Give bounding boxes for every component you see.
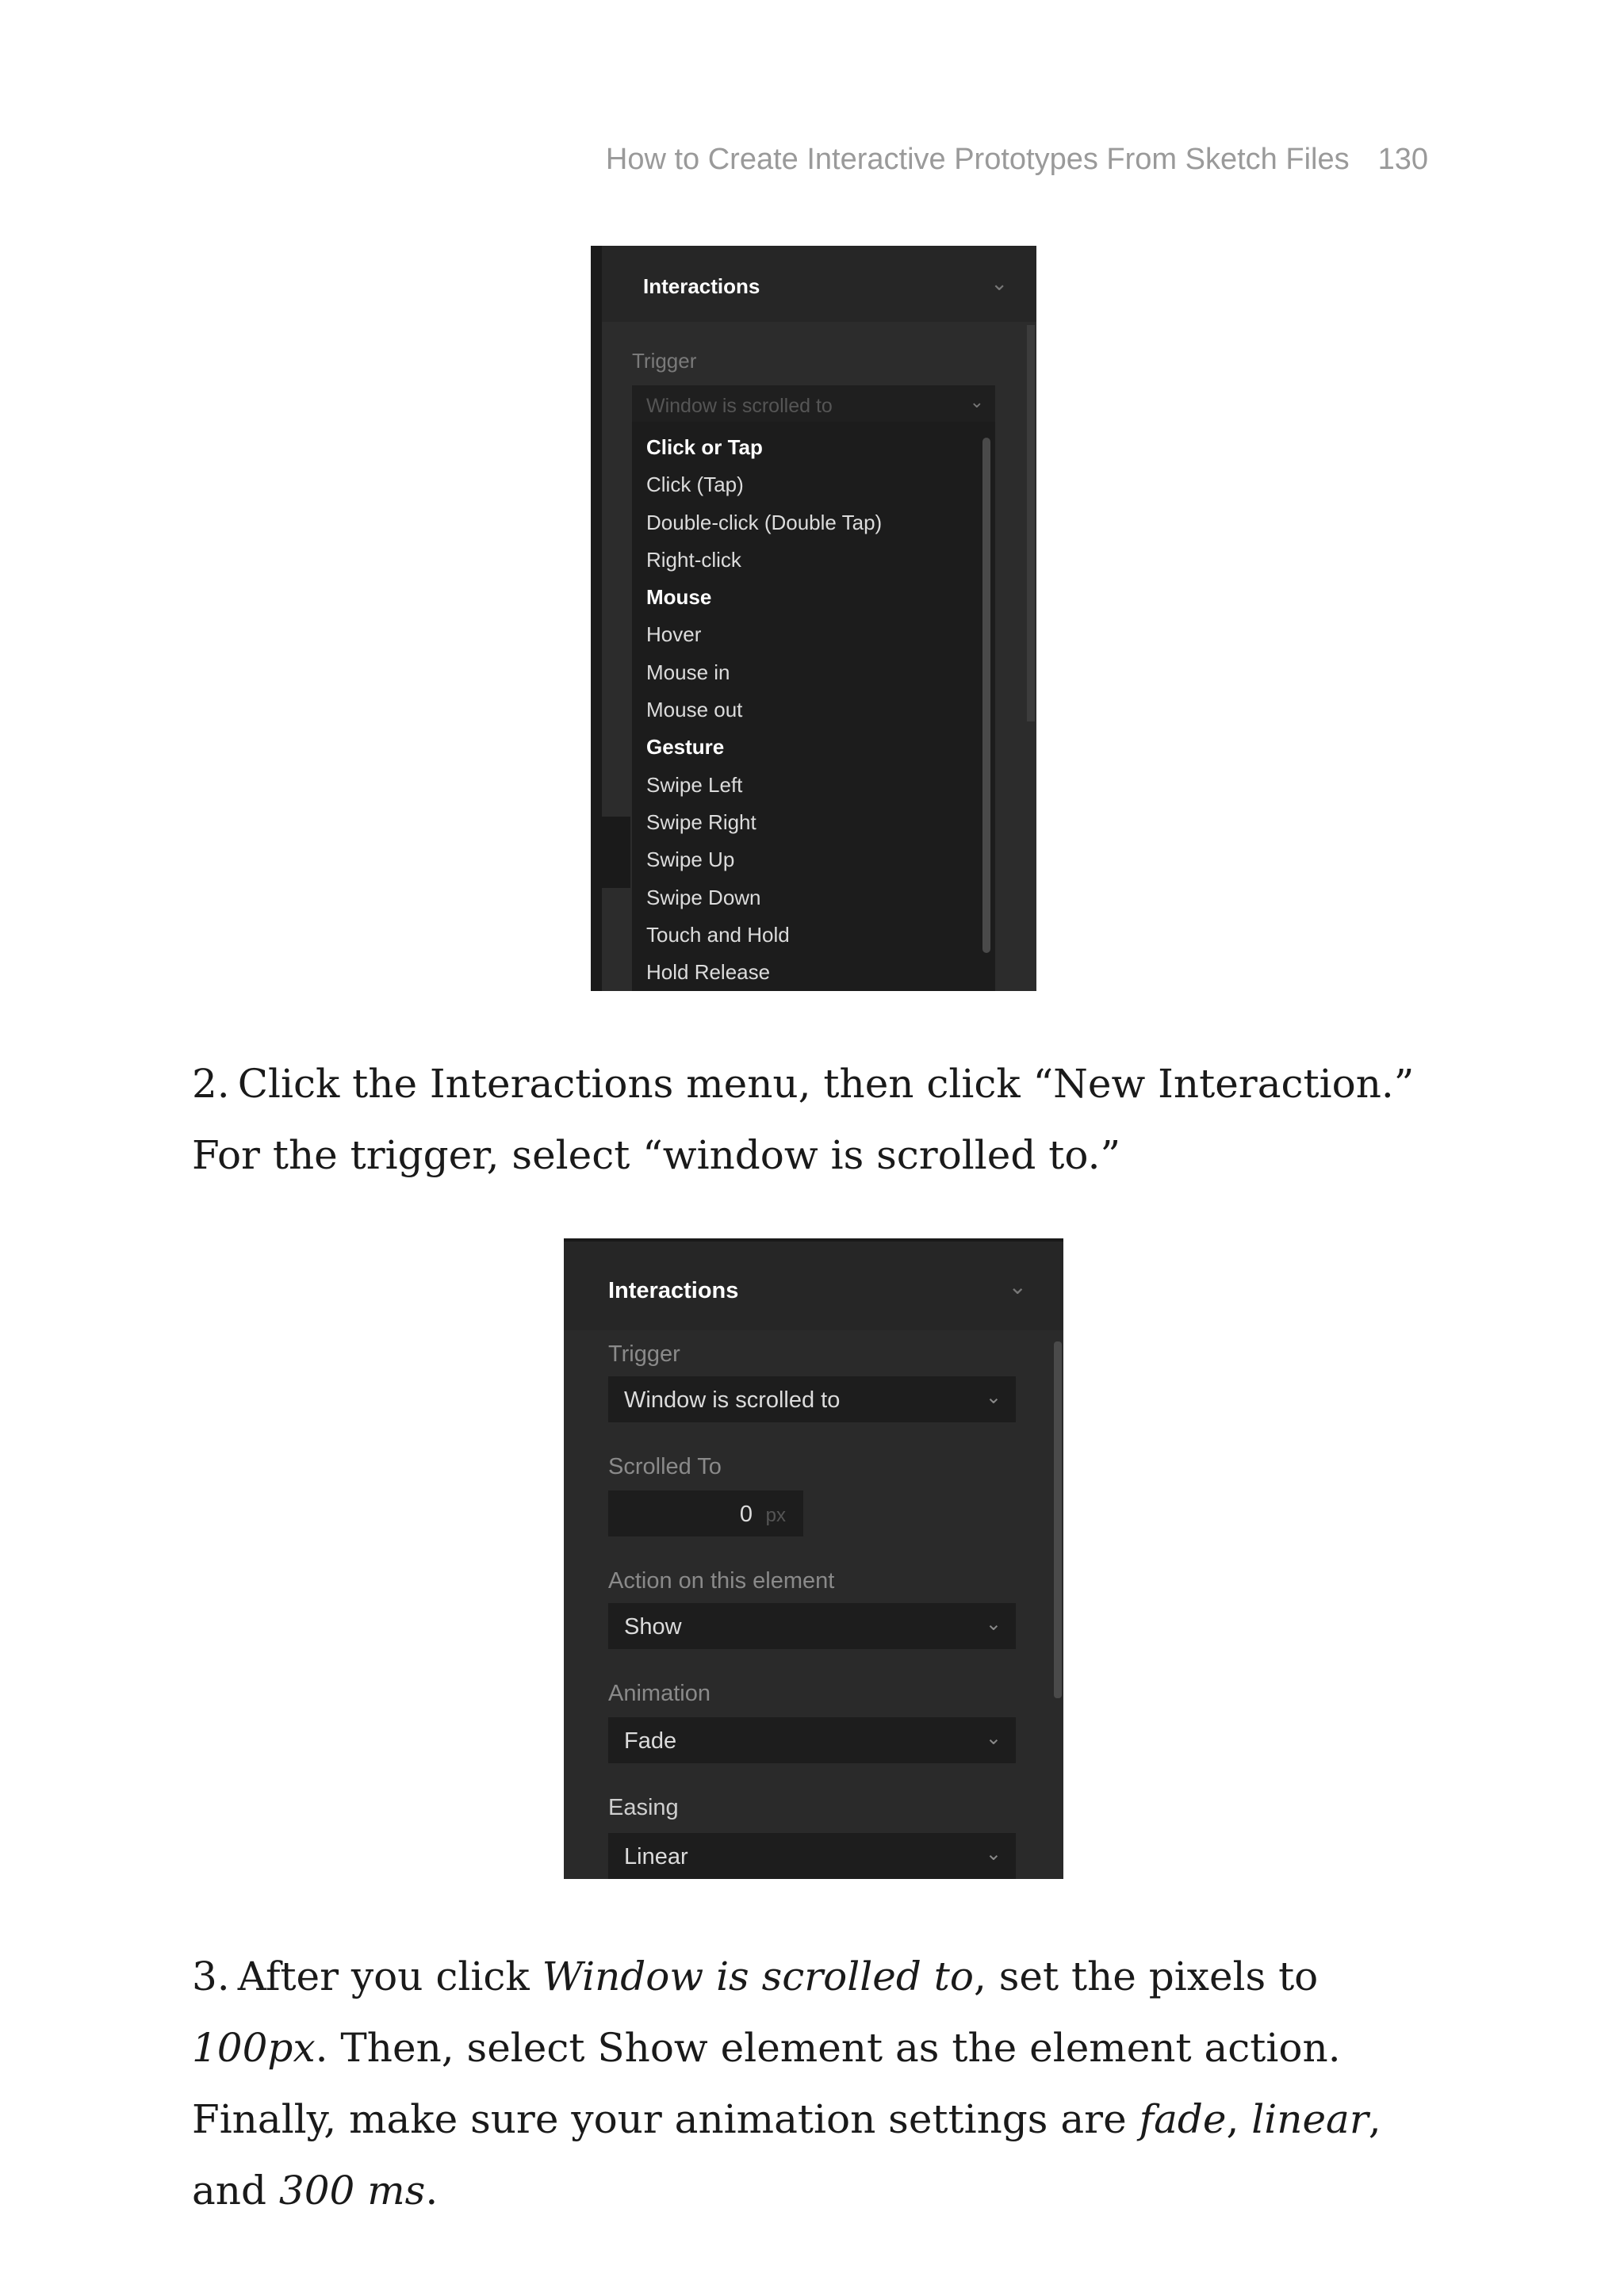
menu-item[interactable]: Swipe Up: [646, 848, 735, 872]
step-text-part: ,: [1226, 2096, 1252, 2142]
trigger-label: Trigger: [608, 1341, 680, 1367]
menu-scrollbar[interactable]: [982, 438, 990, 953]
menu-item[interactable]: Click (Tap): [646, 473, 744, 497]
chevron-down-icon[interactable]: ⌄: [1008, 1274, 1027, 1299]
chevron-down-icon[interactable]: ⌄: [990, 271, 1008, 295]
scrolled-to-label: Scrolled To: [608, 1454, 722, 1479]
emphasis-fade: fade: [1139, 2096, 1227, 2142]
menu-item[interactable]: Touch and Hold: [646, 922, 790, 947]
animation-label: Animation: [608, 1681, 710, 1706]
menu-item[interactable]: Mouse out: [646, 698, 743, 722]
step-text: Click the Interactions menu, then click “New Interaction.” For the trigger, select “window is scrolled to.”: [192, 1061, 1415, 1178]
trigger-select[interactable]: [632, 385, 995, 427]
emphasis-window-scrolled: Window is scrolled to: [542, 1954, 974, 1999]
chevron-down-icon: ⌄: [969, 392, 984, 411]
step-number: 2.: [192, 1061, 230, 1107]
interactions-header[interactable]: [602, 246, 1036, 322]
menu-item[interactable]: Hold Release: [646, 960, 771, 985]
emphasis-linear: linear: [1251, 2096, 1369, 2142]
action-select-value: Show: [624, 1614, 682, 1640]
trigger-menu-list: [646, 431, 882, 991]
easing-select[interactable]: [608, 1833, 1016, 1879]
trigger-menu: [632, 422, 995, 991]
scrolled-to-unit: px: [765, 1505, 786, 1526]
interactions-title: Interactions: [643, 274, 760, 298]
interaction-settings-screenshot: [564, 1238, 1063, 1879]
step-number: 3.: [192, 1954, 230, 1999]
chevron-down-icon: ⌄: [985, 1843, 1002, 1865]
chevron-down-icon: ⌄: [985, 1728, 1002, 1749]
step-3-paragraph: [192, 1941, 1461, 2226]
trigger-select[interactable]: [608, 1376, 1016, 1422]
trigger-select-value: Window is scrolled to: [624, 1387, 841, 1413]
easing-label: Easing: [608, 1795, 679, 1820]
panel-divider: [602, 817, 630, 888]
book-title: How to Create Interactive Prototypes From Sketch Files: [605, 143, 1350, 176]
menu-item[interactable]: Swipe Left: [646, 772, 743, 797]
animation-select-value: Fade: [624, 1728, 677, 1754]
action-label: Action on this element: [608, 1568, 835, 1594]
menu-item[interactable]: Swipe Down: [646, 885, 761, 909]
panel-left-border: [591, 246, 602, 991]
animation-select[interactable]: [608, 1717, 1016, 1763]
menu-group-heading: Gesture: [646, 735, 725, 760]
chevron-down-icon: ⌄: [985, 1387, 1002, 1408]
action-select[interactable]: [608, 1603, 1016, 1649]
step-text-part: , set the pixels to: [973, 1954, 1319, 1999]
menu-item[interactable]: Mouse in: [646, 660, 730, 684]
page-number: 130: [1377, 143, 1428, 176]
easing-select-value: Linear: [624, 1844, 688, 1869]
emphasis-pixels: 100px: [192, 2025, 316, 2071]
chevron-down-icon: ⌄: [985, 1613, 1002, 1635]
emphasis-duration: 300 ms: [278, 2168, 426, 2214]
step-text-part: . Then, select Show element as the element action. Finally, make sure your animation settings are: [192, 2025, 1341, 2142]
menu-item[interactable]: Swipe Right: [646, 809, 756, 834]
menu-group-heading: Mouse: [646, 585, 712, 610]
trigger-select-value: Window is scrolled to: [646, 395, 833, 417]
step-2-paragraph: [192, 1048, 1461, 1191]
menu-group-heading: Click or Tap: [646, 435, 763, 459]
trigger-dropdown-screenshot: [591, 246, 1036, 991]
step-text-part: , and: [192, 2096, 1381, 2214]
running-head: [606, 143, 1428, 177]
scrolled-to-input[interactable]: [608, 1490, 803, 1536]
trigger-label: Trigger: [632, 349, 697, 373]
scrolled-to-value: 0: [739, 1502, 753, 1527]
step-text-part: .: [425, 2168, 439, 2214]
menu-item[interactable]: Hover: [646, 622, 702, 647]
panel-scrollbar[interactable]: [1054, 1341, 1062, 1698]
interactions-title: Interactions: [608, 1278, 739, 1303]
panel-scrollbar[interactable]: [1027, 325, 1035, 721]
step-text-part: After you click: [237, 1954, 542, 1999]
menu-item[interactable]: Double-click (Double Tap): [646, 510, 883, 534]
interactions-header[interactable]: [564, 1238, 1063, 1330]
menu-item[interactable]: Right-click: [646, 547, 741, 572]
